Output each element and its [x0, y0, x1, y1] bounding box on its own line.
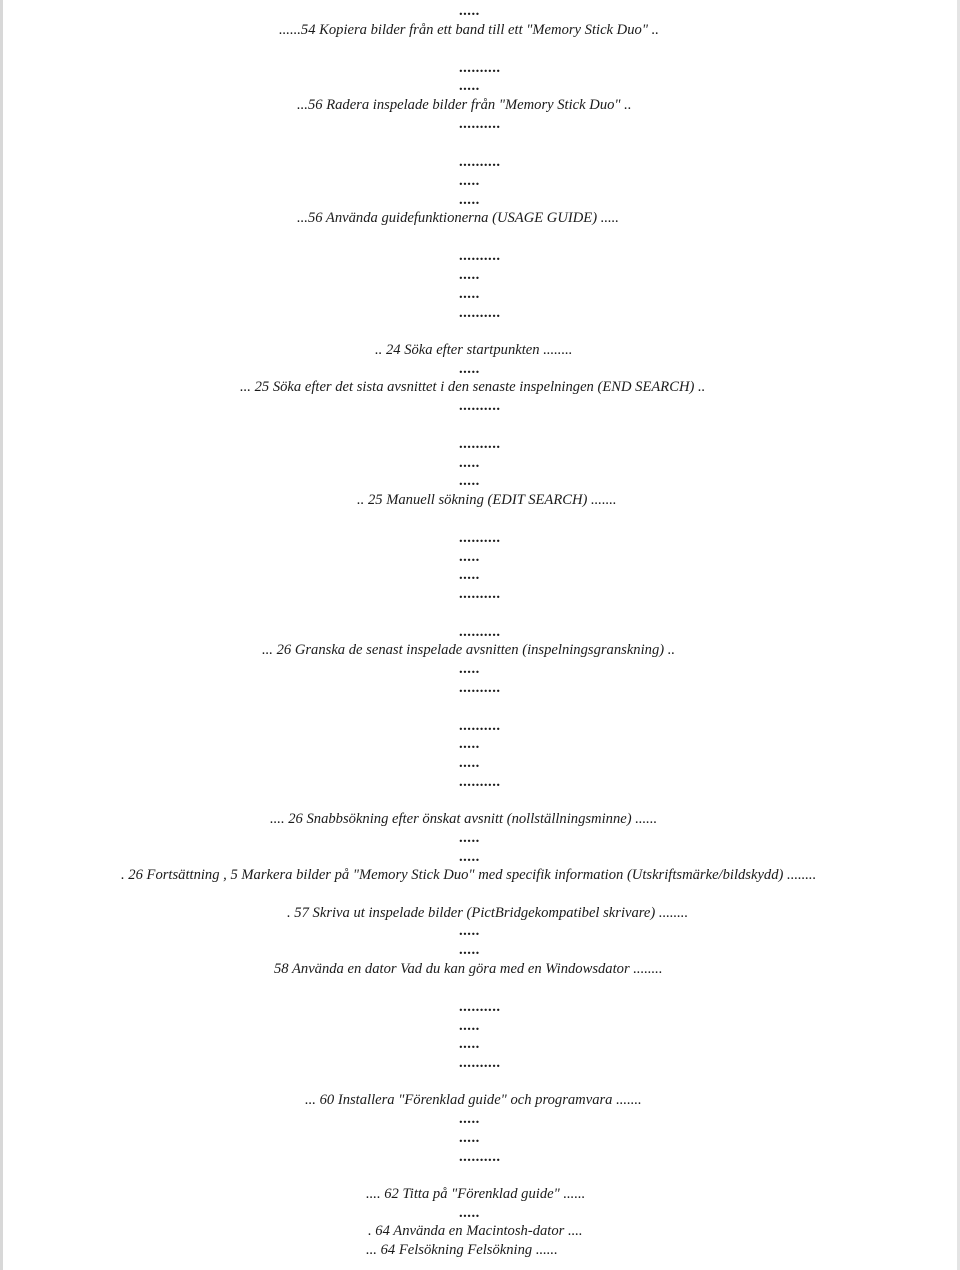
dot-leader: .......... — [459, 398, 501, 414]
dot-leader: ..... — [459, 3, 480, 19]
toc-entry: .. 24 Söka efter startpunkten ........ — [375, 342, 573, 358]
dot-leader: ..... — [459, 286, 480, 302]
dot-leader: .......... — [459, 305, 501, 321]
dot-leader: .......... — [459, 624, 501, 640]
toc-entry: .... 62 Titta på "Förenklad guide" ...... — [366, 1186, 586, 1202]
dot-leader: ..... — [459, 942, 480, 958]
dot-leader: ..... — [459, 361, 480, 377]
toc-entry: .... 26 Snabbsökning efter önskat avsnitt (nollställningsminne) ...... — [270, 811, 658, 827]
dot-leader: .......... — [459, 999, 501, 1015]
dot-leader: .......... — [459, 248, 501, 264]
toc-entry: ......54 Kopiera bilder från ett band till ett "Memory Stick Duo" .. — [279, 22, 659, 38]
dot-leader: .......... — [459, 774, 501, 790]
toc-entry: ... 64 Felsökning Felsökning ...... — [366, 1242, 558, 1258]
page-left-edge — [0, 0, 3, 1270]
dot-leader: .......... — [459, 1055, 501, 1071]
toc-entry: 58 Använda en dator Vad du kan göra med en Windowsdator ........ — [274, 961, 663, 977]
dot-leader: ..... — [459, 1036, 480, 1052]
dot-leader: ..... — [459, 1018, 480, 1034]
dot-leader: ..... — [459, 736, 480, 752]
dot-leader: ..... — [459, 78, 480, 94]
dot-leader: ..... — [459, 1205, 480, 1221]
toc-entry: ... 60 Installera "Förenklad guide" och programvara ....... — [305, 1092, 642, 1108]
dot-leader: .......... — [459, 530, 501, 546]
dot-leader: .......... — [459, 154, 501, 170]
dot-leader: ..... — [459, 549, 480, 565]
dot-leader: .......... — [459, 436, 501, 452]
dot-leader: ..... — [459, 1111, 480, 1127]
toc-entry: ... 26 Granska de senast inspelade avsnitten (inspelningsgranskning) .. — [262, 642, 676, 658]
dot-leader: ..... — [459, 849, 480, 865]
toc-entry: ... 25 Söka efter det sista avsnittet i den senaste inspelningen (END SEARCH) .. — [240, 379, 706, 395]
toc-entry: .. 25 Manuell sökning (EDIT SEARCH) ....... — [357, 492, 617, 508]
dot-leader: ..... — [459, 830, 480, 846]
toc-entry: . 57 Skriva ut inspelade bilder (PictBridgekompatibel skrivare) ........ — [287, 905, 689, 921]
dot-leader: ..... — [459, 567, 480, 583]
dot-leader: ..... — [459, 661, 480, 677]
dot-leader: ..... — [459, 473, 480, 489]
dot-leader: .......... — [459, 1149, 501, 1165]
toc-entry: ...56 Använda guidefunktionerna (USAGE GUIDE) ..... — [297, 210, 619, 226]
dot-leader: ..... — [459, 267, 480, 283]
toc-entry: . 26 Fortsättning , 5 Markera bilder på "Memory Stick Duo" med specifik information (Utskriftsmärke/bildskydd) ........ — [121, 867, 817, 883]
dot-leader: .......... — [459, 586, 501, 602]
toc-entry: . 64 Använda en Macintosh-dator .... — [368, 1223, 583, 1239]
dot-leader: ..... — [459, 755, 480, 771]
dot-leader: .......... — [459, 60, 501, 76]
dot-leader: ..... — [459, 173, 480, 189]
dot-leader: .......... — [459, 680, 501, 696]
dot-leader: ..... — [459, 455, 480, 471]
dot-leader: ..... — [459, 1130, 480, 1146]
dot-leader: ..... — [459, 923, 480, 939]
toc-entry: ...56 Radera inspelade bilder från "Memory Stick Duo" .. — [297, 97, 632, 113]
dot-leader: .......... — [459, 718, 501, 734]
dot-leader: ..... — [459, 192, 480, 208]
dot-leader: .......... — [459, 116, 501, 132]
